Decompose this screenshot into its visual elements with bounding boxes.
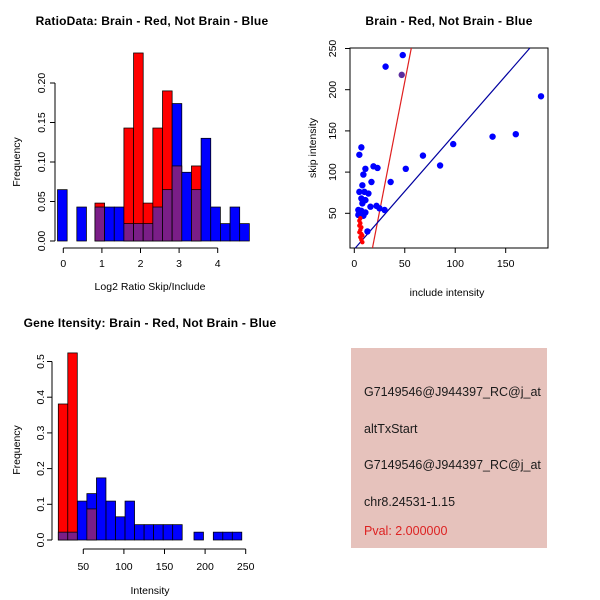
- info-event-type: altTxStart: [364, 422, 418, 436]
- hist-bar-blue: [105, 207, 115, 241]
- hist-bar-blue: [194, 532, 204, 540]
- info-pval: Pval: 2.000000: [364, 524, 448, 538]
- hist-bar-purple: [124, 224, 134, 241]
- scatter-point-blue: [359, 182, 365, 188]
- y-tick-label: 0.10: [36, 151, 48, 173]
- hist-bar-blue: [211, 207, 221, 241]
- x-tick-label: 100: [115, 561, 133, 573]
- x-tick-label: 250: [236, 561, 255, 573]
- hist-bar-purple: [134, 224, 144, 241]
- info-panel: [351, 348, 547, 548]
- hist-bar-blue: [125, 501, 135, 540]
- y-tick-label: 0.1: [35, 496, 47, 512]
- scatter-point-blue: [365, 190, 371, 196]
- hist-bar-blue: [223, 532, 233, 540]
- scatter-xlabel: include intensity: [409, 287, 485, 299]
- scatter-point-blue: [381, 207, 387, 213]
- scatter-point-blue: [400, 52, 406, 58]
- y-tick-label: 0.05: [36, 191, 48, 212]
- not-brain-fit-line: [355, 48, 530, 248]
- scatter-point-blue: [437, 162, 443, 168]
- scatter-point-blue: [374, 165, 380, 171]
- hist-bar-blue: [58, 190, 68, 241]
- hist-bar-red: [58, 404, 68, 540]
- hist-bar-purple: [58, 532, 68, 540]
- scatter-point-blue: [364, 228, 370, 234]
- hist-bar-blue: [230, 207, 240, 241]
- y-tick-label: 150: [327, 122, 339, 140]
- y-tick-label: 0.15: [36, 112, 48, 133]
- hist-bar-blue: [163, 525, 173, 540]
- hist-bar-blue: [96, 478, 106, 540]
- hist-bar-blue: [240, 224, 250, 241]
- y-tick-label: 0.00: [36, 230, 48, 252]
- y-tick-label: 50: [327, 207, 339, 220]
- x-tick-label: 50: [398, 258, 411, 270]
- hist-bar-blue: [106, 501, 116, 540]
- scatter-point-blue: [356, 152, 362, 158]
- y-tick-label: 100: [327, 163, 339, 181]
- hist-bar-purple: [163, 190, 173, 241]
- x-tick-label: 0: [351, 258, 358, 270]
- x-tick-label: 2: [137, 258, 144, 270]
- scatter-point-blue: [368, 179, 374, 185]
- hist-bar-blue: [201, 138, 211, 241]
- panel-gene-histogram: [0, 300, 300, 600]
- hist-bar-purple: [87, 509, 97, 540]
- scatter-plot-area: [327, 40, 548, 270]
- scatter-point-blue: [513, 131, 519, 137]
- scatter-point-blue: [367, 204, 373, 210]
- scatter-point-blue: [358, 144, 364, 150]
- ratio-hist-xlabel: Log2 Ratio Skip/Include: [94, 281, 206, 293]
- x-tick-label: 0: [60, 258, 67, 270]
- scatter-point-blue: [450, 141, 456, 147]
- scatter-point-blue: [538, 93, 544, 99]
- ratio-hist-plot-area: [36, 53, 249, 270]
- gene-hist-title: Gene Itensity: Brain - Red, Not Brain - Blue: [23, 316, 277, 330]
- gene-hist-xlabel: Intensity: [130, 585, 170, 597]
- gene-hist-ylabel: Frequency: [11, 425, 23, 475]
- hist-bar-blue: [77, 207, 87, 241]
- hist-bar-purple: [68, 532, 78, 540]
- scatter-point-blue: [420, 152, 426, 158]
- hist-bar-red: [68, 353, 78, 540]
- scatter-point-dark: [399, 72, 405, 78]
- scatter-point-blue: [489, 133, 495, 139]
- plot-box: [350, 48, 548, 248]
- hist-bar-blue: [173, 525, 183, 540]
- hist-bar-blue: [116, 517, 126, 540]
- hist-bar-blue: [232, 532, 242, 540]
- hist-bar-purple: [172, 166, 182, 241]
- hist-bar-blue: [114, 207, 124, 241]
- hist-bar-blue: [213, 532, 223, 540]
- x-tick-label: 4: [214, 258, 221, 270]
- scatter-point-blue: [362, 166, 368, 172]
- hist-bar-purple: [95, 207, 105, 241]
- hist-bar-blue: [182, 172, 192, 241]
- ratio-hist-ylabel: Frequency: [11, 137, 23, 187]
- y-tick-label: 200: [327, 80, 339, 99]
- info-probe-id: G7149546@J944397_RC@j_at: [364, 385, 541, 399]
- panel-ratio-histogram: [0, 0, 300, 300]
- info-locus: chr8.24531-1.15: [364, 495, 456, 509]
- brain-fit-line: [372, 48, 411, 248]
- x-tick-label: 1: [98, 258, 105, 270]
- panel-scatter: [300, 0, 600, 300]
- hist-bar-blue: [154, 525, 164, 540]
- scatter-point-blue: [360, 171, 366, 177]
- y-tick-label: 0.0: [35, 532, 47, 548]
- gene-hist-plot-area: [35, 353, 255, 573]
- hist-bar-blue: [77, 501, 87, 540]
- hist-bar-blue: [220, 224, 230, 241]
- x-tick-label: 3: [176, 258, 183, 270]
- scatter-point-blue: [359, 200, 365, 206]
- x-tick-label: 50: [77, 561, 90, 573]
- info-probe-id-2: G7149546@J944397_RC@j_at: [364, 458, 541, 472]
- hist-bar-red: [134, 53, 144, 241]
- ratio-hist-title: RatioData: Brain - Red, Not Brain - Blue: [35, 14, 269, 28]
- scatter-point-red: [358, 216, 362, 220]
- hist-bar-blue: [144, 525, 154, 540]
- scatter-point-red: [360, 240, 364, 244]
- x-tick-label: 200: [196, 561, 214, 573]
- hist-bar-purple: [153, 207, 163, 241]
- scatter-point-blue: [387, 179, 393, 185]
- scatter-title: Brain - Red, Not Brain - Blue: [365, 14, 533, 28]
- x-tick-label: 150: [155, 561, 174, 573]
- scatter-ylabel: skip intensity: [307, 117, 319, 179]
- y-tick-label: 0.20: [36, 72, 48, 94]
- hist-bar-purple: [191, 190, 201, 241]
- hist-bar-purple: [143, 224, 153, 241]
- y-tick-label: 0.5: [35, 354, 47, 369]
- scatter-point-blue: [382, 63, 388, 69]
- hist-bar-blue: [135, 525, 145, 540]
- y-tick-label: 0.2: [35, 461, 47, 476]
- x-tick-label: 150: [496, 258, 515, 270]
- y-tick-label: 0.3: [35, 425, 47, 441]
- x-tick-label: 100: [446, 258, 464, 270]
- scatter-point-blue: [403, 166, 409, 172]
- y-tick-label: 0.4: [35, 389, 47, 405]
- y-tick-label: 250: [327, 39, 339, 58]
